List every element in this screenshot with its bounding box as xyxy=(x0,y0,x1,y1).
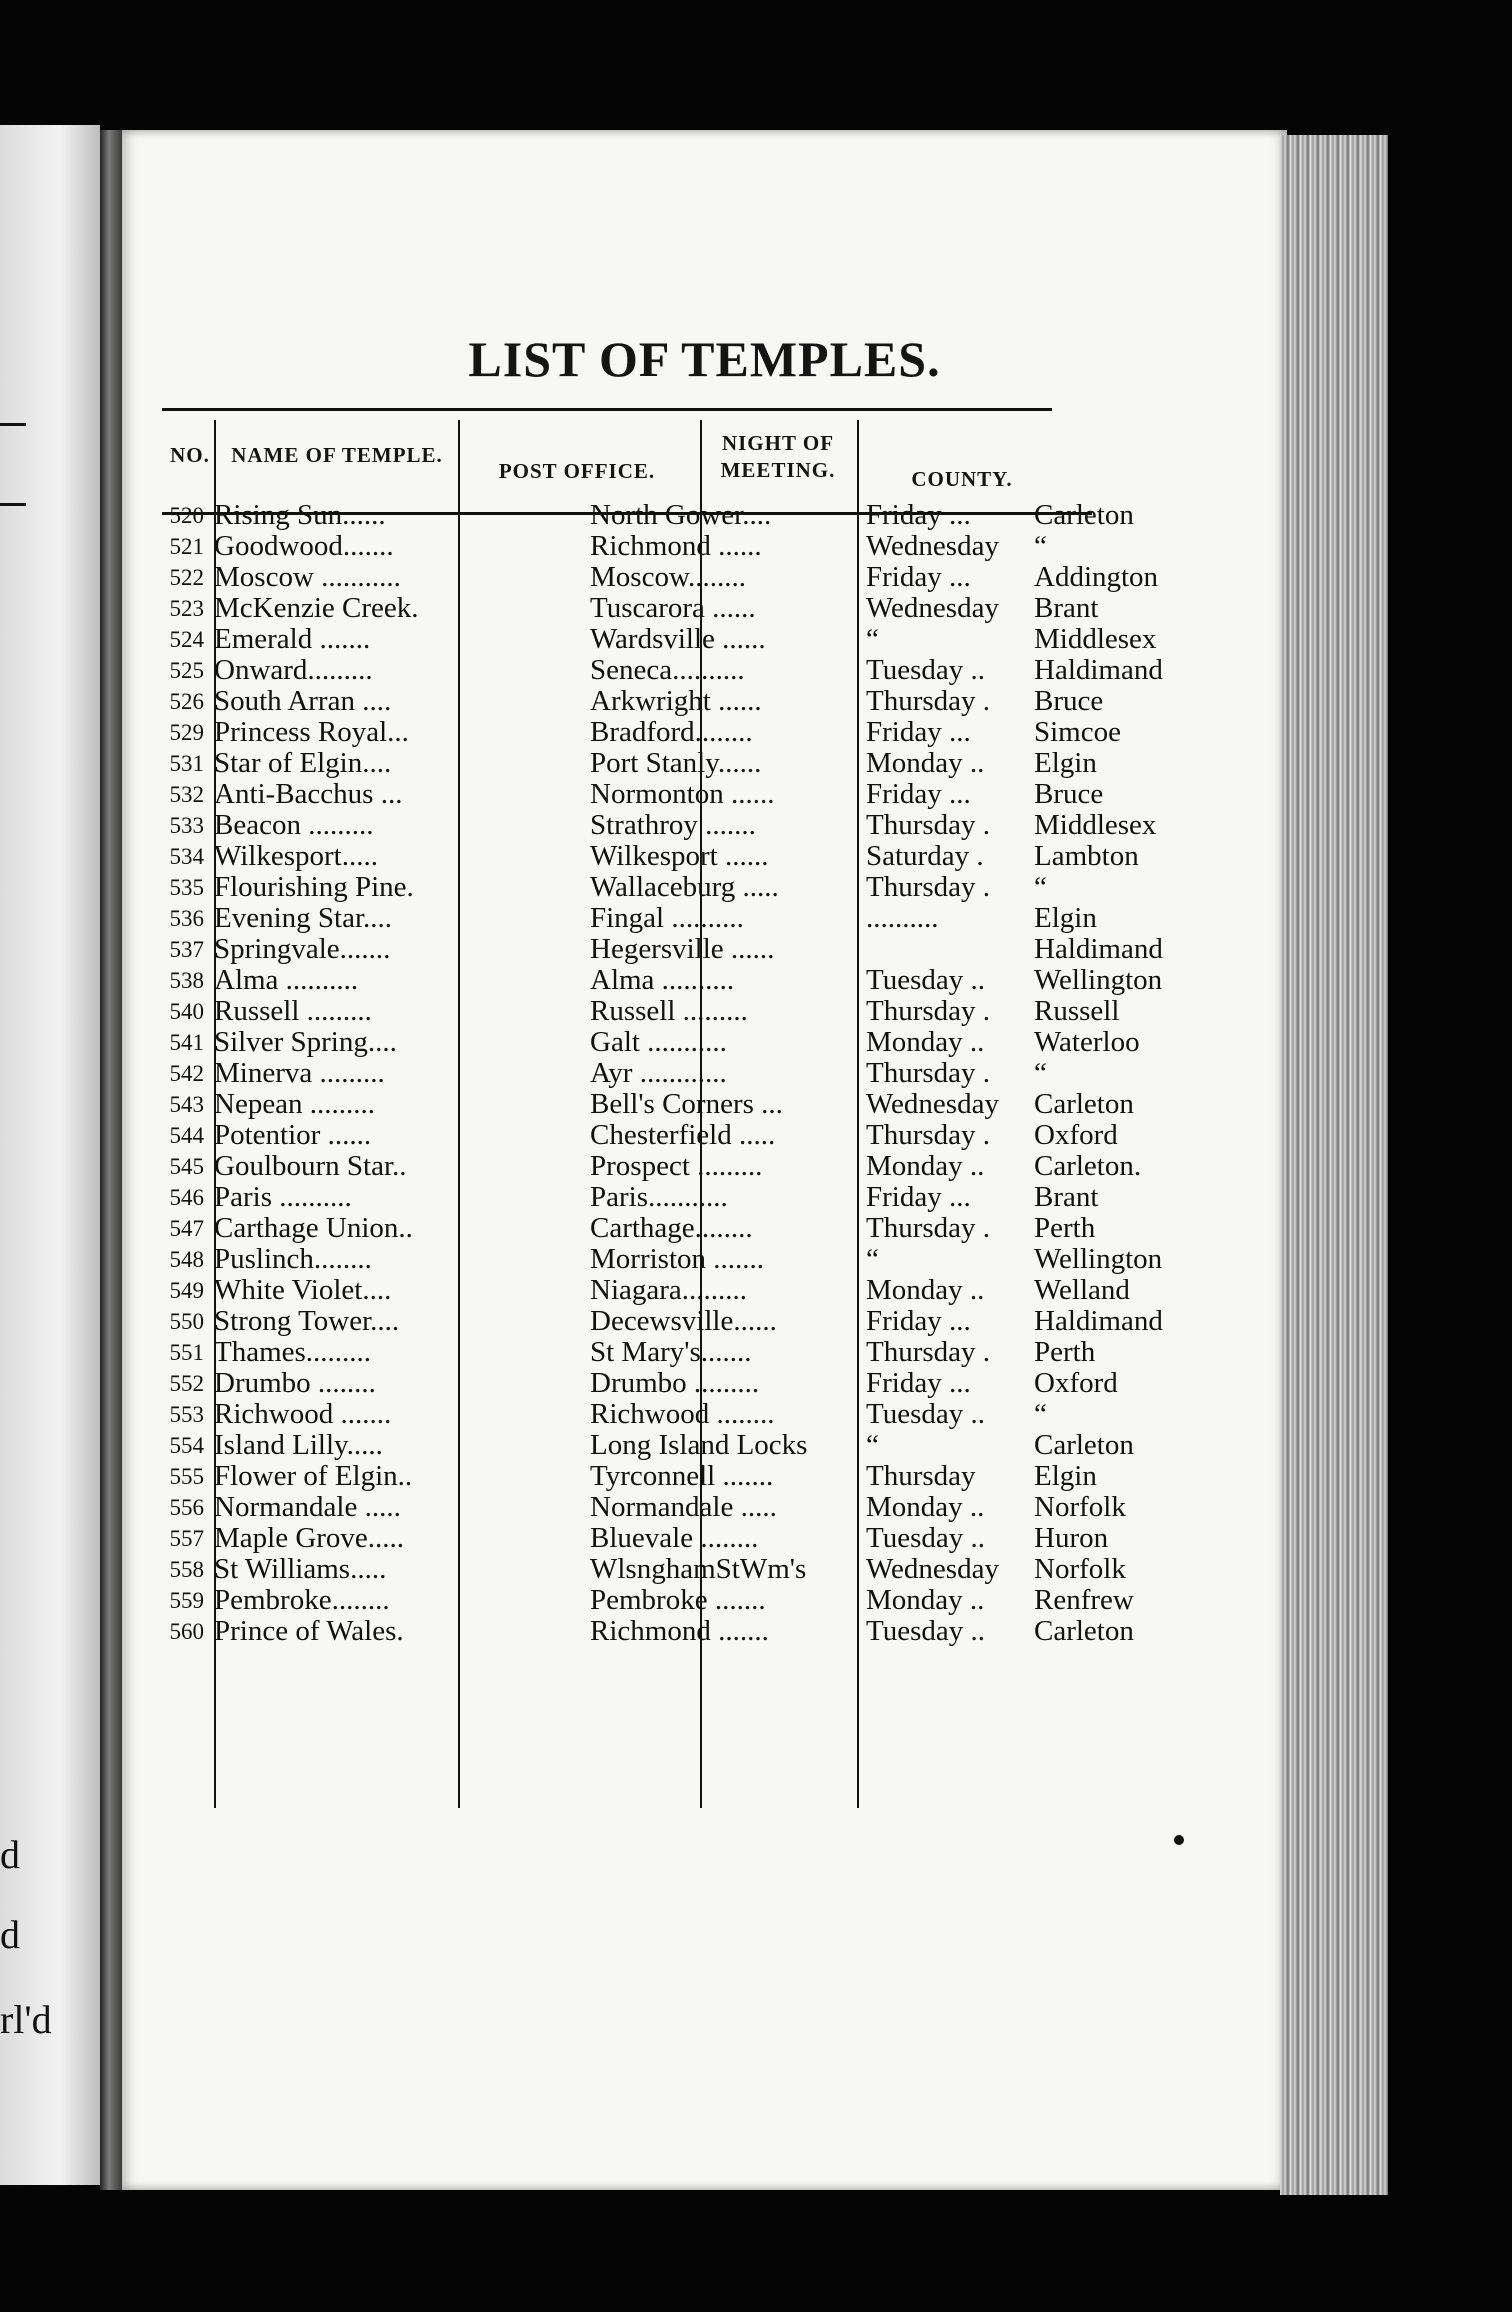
temple-name: Island Lilly..... xyxy=(214,1430,383,1461)
post-office: Pembroke ....... xyxy=(590,1585,766,1616)
table-row xyxy=(144,1399,1144,1430)
county: Huron xyxy=(1034,1523,1109,1554)
county: Oxford xyxy=(1034,1120,1118,1151)
temple-number: 523 xyxy=(169,596,204,621)
temple-name: Potentior ...... xyxy=(214,1120,372,1151)
post-office: Galt ........... xyxy=(590,1027,727,1058)
county: Middlesex xyxy=(1034,810,1157,841)
county: Oxford xyxy=(1034,1368,1118,1399)
left-page-rule xyxy=(0,423,26,426)
post-office: Normonton ...... xyxy=(590,779,775,810)
table-top-rule xyxy=(162,408,1052,411)
table-row xyxy=(144,1058,1144,1089)
temple-number: 526 xyxy=(169,689,204,714)
post-office: Strathroy ....... xyxy=(590,810,756,841)
temple-name: Beacon ......... xyxy=(214,810,374,841)
temple-number: 551 xyxy=(169,1340,204,1365)
night-of-meeting: Monday .. xyxy=(866,1275,985,1306)
temple-number: 555 xyxy=(169,1464,204,1489)
temple-table-body xyxy=(144,500,1163,1647)
county: Carleton xyxy=(1034,1616,1134,1647)
table-row xyxy=(144,1368,1144,1399)
night-of-meeting: Tuesday .. xyxy=(866,1399,985,1430)
night-of-meeting: Friday ... xyxy=(866,779,971,810)
night-of-meeting: Wednesday xyxy=(866,1554,999,1585)
post-office: Long Island Locks xyxy=(590,1430,808,1461)
table-row xyxy=(144,1120,1144,1151)
night-of-meeting: Thursday . xyxy=(866,1337,991,1368)
left-page-rule xyxy=(0,503,26,506)
night-of-meeting: Friday ... xyxy=(866,717,971,748)
temple-number: 543 xyxy=(169,1092,204,1117)
county: Bruce xyxy=(1034,779,1104,810)
post-office: Richwood ........ xyxy=(590,1399,775,1430)
night-of-meeting: .......... xyxy=(866,903,939,934)
temple-name: Drumbo ........ xyxy=(214,1368,376,1399)
temple-number: 544 xyxy=(169,1123,204,1148)
table-row xyxy=(144,1337,1144,1368)
table-row xyxy=(144,810,1157,841)
post-office: Seneca.......... xyxy=(590,655,745,686)
temple-name: Evening Star.... xyxy=(214,903,393,934)
temple-number: 533 xyxy=(169,813,204,838)
night-of-meeting: Thursday . xyxy=(866,872,991,903)
county: Carleton. xyxy=(1034,1151,1142,1182)
post-office: Bluevale ........ xyxy=(590,1523,759,1554)
county: Carleton xyxy=(1034,500,1134,531)
post-office: Tuscarora ...... xyxy=(590,593,756,624)
night-of-meeting: Thursday . xyxy=(866,686,991,717)
temple-number: 525 xyxy=(169,658,204,683)
table-row xyxy=(144,1089,1144,1120)
table-row xyxy=(144,1027,1144,1058)
county: Middlesex xyxy=(1034,624,1157,655)
post-office: Port Stanly...... xyxy=(590,748,762,779)
table-row xyxy=(144,531,1144,562)
county: Norfolk xyxy=(1034,1554,1126,1585)
temple-number: 529 xyxy=(169,720,204,745)
post-office: Wilkesport ...... xyxy=(590,841,769,872)
county: Wellington xyxy=(1034,965,1163,996)
county: Welland xyxy=(1034,1275,1130,1306)
post-office: Arkwright ...... xyxy=(590,686,762,717)
post-office: Alma .......... xyxy=(590,965,735,996)
header-night-of-meeting xyxy=(702,430,854,485)
temple-number: 540 xyxy=(169,999,204,1024)
table-row xyxy=(144,686,1144,717)
header-night-line1: NIGHT OF xyxy=(721,431,835,455)
temple-number: 537 xyxy=(169,937,204,962)
temple-name: Flower of Elgin.. xyxy=(214,1461,413,1492)
temple-name: St Williams..... xyxy=(214,1554,387,1585)
temple-number: 547 xyxy=(169,1216,204,1241)
temple-name: Carthage Union.. xyxy=(214,1213,413,1244)
post-office: Drumbo ......... xyxy=(590,1368,760,1399)
temple-number: 558 xyxy=(169,1557,204,1582)
temple-number: 548 xyxy=(169,1247,204,1272)
post-office: Paris........... xyxy=(590,1182,728,1213)
night-of-meeting: Monday .. xyxy=(866,1585,985,1616)
night-of-meeting: Thursday xyxy=(866,1461,976,1492)
temple-name: Russell ......... xyxy=(214,996,372,1027)
temple-number: 541 xyxy=(169,1030,204,1055)
post-office: Wallaceburg ..... xyxy=(590,872,779,903)
night-of-meeting: Monday .. xyxy=(866,1492,985,1523)
page-speck xyxy=(1174,1835,1184,1845)
temple-number: 536 xyxy=(169,906,204,931)
table-row xyxy=(144,1275,1144,1306)
temple-name: Moscow ........... xyxy=(214,562,401,593)
post-office: Bell's Corners ... xyxy=(590,1089,783,1120)
temple-name: Strong Tower.... xyxy=(214,1306,400,1337)
night-of-meeting: “ xyxy=(866,1244,879,1275)
county: Elgin xyxy=(1034,748,1097,779)
night-of-meeting: Wednesday xyxy=(866,1089,999,1120)
temple-name: South Arran .... xyxy=(214,686,392,717)
night-of-meeting: Monday .. xyxy=(866,748,985,779)
night-of-meeting: Friday ... xyxy=(866,1182,971,1213)
temple-name: Alma .......... xyxy=(214,965,359,996)
temple-number: 520 xyxy=(169,503,204,528)
temple-name: Springvale....... xyxy=(214,934,391,965)
night-of-meeting: Wednesday xyxy=(866,531,999,562)
left-page-fragment xyxy=(0,125,100,2185)
book-gutter xyxy=(100,130,122,2190)
night-of-meeting: Wednesday xyxy=(866,593,999,624)
post-office: Bradford........ xyxy=(590,717,753,748)
county: Simcoe xyxy=(1034,717,1121,748)
temple-name: Flourishing Pine. xyxy=(214,872,414,903)
temple-name: Nepean ......... xyxy=(214,1089,376,1120)
table-row xyxy=(144,1182,1144,1213)
temple-number: 534 xyxy=(169,844,204,869)
table-row xyxy=(144,500,1144,531)
post-office: WlsnghamStWm's xyxy=(590,1554,807,1585)
temple-number: 531 xyxy=(169,751,204,776)
book-page xyxy=(122,130,1287,2190)
county: Waterloo xyxy=(1034,1027,1140,1058)
temple-name: Princess Royal... xyxy=(214,717,409,748)
county: Haldimand xyxy=(1034,655,1163,686)
night-of-meeting: Tuesday .. xyxy=(866,965,985,996)
county: Brant xyxy=(1034,1182,1099,1213)
night-of-meeting: Saturday . xyxy=(866,841,984,872)
table-row xyxy=(144,1244,1163,1275)
post-office: Moscow........ xyxy=(590,562,747,593)
county: Perth xyxy=(1034,1213,1096,1244)
temple-name: Thames......... xyxy=(214,1337,372,1368)
night-of-meeting: Thursday . xyxy=(866,1120,991,1151)
left-page-text: rl'd xyxy=(0,1997,52,2042)
temple-number: 522 xyxy=(169,565,204,590)
temple-name: Maple Grove..... xyxy=(214,1523,405,1554)
night-of-meeting: Friday ... xyxy=(866,1368,971,1399)
post-office: Niagara......... xyxy=(590,1275,748,1306)
table-row xyxy=(144,996,1144,1027)
temple-name: Wilkesport..... xyxy=(214,841,378,872)
table-row xyxy=(144,965,1163,996)
county: “ xyxy=(1034,1399,1047,1430)
county: Elgin xyxy=(1034,903,1097,934)
temple-number: 546 xyxy=(169,1185,204,1210)
page-edges xyxy=(1280,135,1388,2195)
temple-name: Onward......... xyxy=(214,655,373,686)
post-office: Richmond ....... xyxy=(590,1616,769,1647)
post-office: Carthage........ xyxy=(590,1213,753,1244)
table-row xyxy=(144,1523,1144,1554)
table-row xyxy=(144,1585,1144,1616)
table-row xyxy=(144,1151,1144,1182)
night-of-meeting: “ xyxy=(866,624,879,655)
post-office: Richmond ...... xyxy=(590,531,762,562)
temple-number: 557 xyxy=(169,1526,204,1551)
night-of-meeting: Friday ... xyxy=(866,500,971,531)
night-of-meeting: Thursday . xyxy=(866,996,991,1027)
temple-name: Silver Spring.... xyxy=(214,1027,397,1058)
county: Addington xyxy=(1034,562,1159,593)
county: Wellington xyxy=(1034,1244,1163,1275)
table-row xyxy=(144,593,1144,624)
county: Russell xyxy=(1034,996,1120,1027)
temple-name: Emerald ....... xyxy=(214,624,371,655)
post-office: Chesterfield ..... xyxy=(590,1120,776,1151)
header-post-office: POST OFFICE. xyxy=(498,459,656,483)
temple-name: White Violet.... xyxy=(214,1275,392,1306)
table-row xyxy=(144,841,1144,872)
temple-name: Prince of Wales. xyxy=(214,1616,404,1647)
temple-number: 524 xyxy=(169,627,204,652)
table-row xyxy=(144,624,1157,655)
table-row xyxy=(144,903,1144,934)
night-of-meeting: Monday .. xyxy=(866,1027,985,1058)
temple-name: Anti-Bacchus ... xyxy=(214,779,403,810)
temple-number: 559 xyxy=(169,1588,204,1613)
post-office: Fingal .......... xyxy=(590,903,744,934)
night-of-meeting: Thursday . xyxy=(866,1213,991,1244)
county: Elgin xyxy=(1034,1461,1097,1492)
temple-name: Richwood ....... xyxy=(214,1399,392,1430)
table-row xyxy=(144,1616,1144,1647)
temple-number: 542 xyxy=(169,1061,204,1086)
temple-number: 538 xyxy=(169,968,204,993)
night-of-meeting: Friday ... xyxy=(866,1306,971,1337)
night-of-meeting: Monday .. xyxy=(866,1151,985,1182)
table-row xyxy=(144,872,1144,903)
county: Brant xyxy=(1034,593,1099,624)
temple-name: McKenzie Creek. xyxy=(214,593,419,624)
county: Carleton xyxy=(1034,1089,1134,1120)
night-of-meeting: Tuesday .. xyxy=(866,655,985,686)
county: Carleton xyxy=(1034,1430,1134,1461)
post-office: St Mary's....... xyxy=(590,1337,752,1368)
temple-name: Goulbourn Star.. xyxy=(214,1151,407,1182)
temple-name: Star of Elgin.... xyxy=(214,748,392,779)
temple-number: 556 xyxy=(169,1495,204,1520)
temple-number: 532 xyxy=(169,782,204,807)
county: Bruce xyxy=(1034,686,1104,717)
table-row xyxy=(144,1430,1144,1461)
night-of-meeting: Thursday . xyxy=(866,810,991,841)
temple-number: 554 xyxy=(169,1433,204,1458)
night-of-meeting: “ xyxy=(866,1430,879,1461)
temple-name: Minerva ......... xyxy=(214,1058,385,1089)
post-office: Prospect ......... xyxy=(590,1151,763,1182)
night-of-meeting: Thursday . xyxy=(866,1058,991,1089)
county: “ xyxy=(1034,531,1047,562)
temple-name: Goodwood....... xyxy=(214,531,394,562)
county: Haldimand xyxy=(1034,1306,1163,1337)
post-office: Decewsville...... xyxy=(590,1306,777,1337)
temple-name: Pembroke........ xyxy=(214,1585,390,1616)
county: “ xyxy=(1034,872,1047,903)
county: “ xyxy=(1034,1058,1047,1089)
temple-name: Rising Sun...... xyxy=(214,500,386,531)
temple-number: 560 xyxy=(169,1619,204,1644)
left-page-text: d xyxy=(0,1912,20,1957)
temple-number: 545 xyxy=(169,1154,204,1179)
header-no: NO. xyxy=(170,443,210,467)
left-page-text: d xyxy=(0,1832,20,1877)
post-office: Ayr ............ xyxy=(590,1058,727,1089)
temple-number: 549 xyxy=(169,1278,204,1303)
county: Perth xyxy=(1034,1337,1096,1368)
header-night-line2: MEETING. xyxy=(720,458,836,483)
night-of-meeting: Friday ... xyxy=(866,562,971,593)
header-county: COUNTY. xyxy=(911,467,1013,491)
table-row xyxy=(144,1213,1144,1244)
post-office: Tyrconnell ....... xyxy=(590,1461,774,1492)
county: Haldimand xyxy=(1034,934,1163,965)
county: Renfrew xyxy=(1034,1585,1134,1616)
table-row xyxy=(144,1461,1144,1492)
county: Lambton xyxy=(1034,841,1139,872)
night-of-meeting: Tuesday .. xyxy=(866,1616,985,1647)
temple-number: 550 xyxy=(169,1309,204,1334)
temple-number: 552 xyxy=(169,1371,204,1396)
temple-name: Paris .......... xyxy=(214,1182,352,1213)
table-row xyxy=(144,562,1159,593)
table-row xyxy=(144,779,1144,810)
post-office: North Gower.... xyxy=(590,500,772,531)
table-row xyxy=(144,1306,1163,1337)
post-office: Hegersville ...... xyxy=(590,934,775,965)
table-row xyxy=(144,655,1163,686)
night-of-meeting: Tuesday .. xyxy=(866,1523,985,1554)
temple-name: Puslinch........ xyxy=(214,1244,372,1275)
county: Norfolk xyxy=(1034,1492,1126,1523)
page-title: LIST OF TEMPLES. xyxy=(468,331,941,387)
temple-number: 535 xyxy=(169,875,204,900)
post-office: Russell ......... xyxy=(590,996,748,1027)
table-row xyxy=(144,1554,1144,1585)
table-row xyxy=(144,1492,1144,1523)
post-office: Morriston ....... xyxy=(590,1244,764,1275)
post-office: Normandale ..... xyxy=(590,1492,777,1523)
temple-number: 553 xyxy=(169,1402,204,1427)
table-row xyxy=(144,717,1144,748)
post-office: Wardsville ...... xyxy=(590,624,766,655)
temple-name: Normandale ..... xyxy=(214,1492,401,1523)
table-row xyxy=(144,748,1144,779)
temple-number: 521 xyxy=(169,534,204,559)
table-row xyxy=(144,934,1163,965)
header-name: NAME OF TEMPLE. xyxy=(231,443,443,467)
